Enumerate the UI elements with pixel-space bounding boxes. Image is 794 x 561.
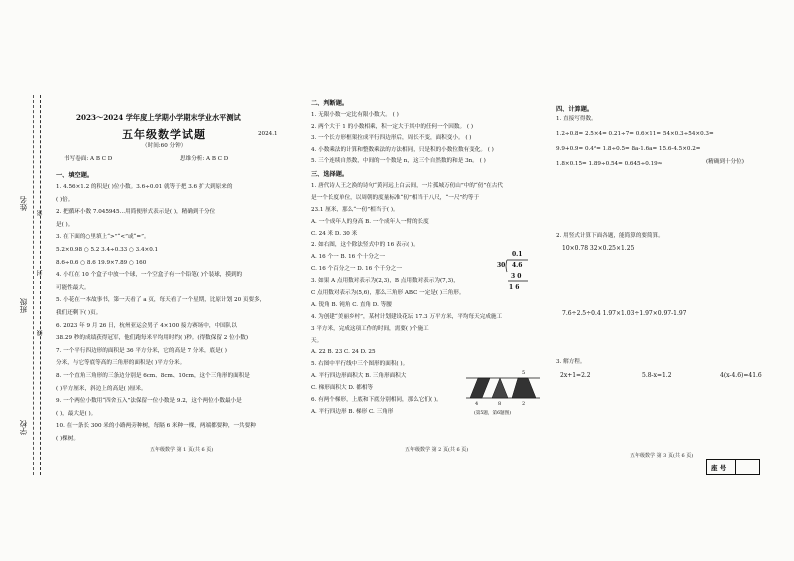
calc-row-1: 10×0.78 32×0.25×1.25 — [562, 245, 635, 252]
seal-feng: 封 — [37, 270, 44, 276]
choice-line: C. 24 米 D. 30 米 — [311, 230, 358, 237]
fill-blank-line: 8. 一个直角三角形的三条边分别是 6cm、8cm、10cm，这个三角形的面积是 — [56, 372, 250, 379]
division-step: 3 0 — [511, 273, 522, 280]
division-quotient: 0.1 — [512, 251, 523, 258]
seal-xian: 线 — [37, 330, 44, 336]
choice-line: C. 16 个百分之一 D. 16 个千分之一 — [311, 266, 402, 273]
choice-line: 4. 为创建“美丽乡村”，某村计划建设花坛 17.3 万平方米，平均每天完成施工 — [311, 313, 503, 320]
direct-write-line: 1.2÷0.8= 2.5×4= 0.21÷7= 0.6×11= 54×0.3÷54×0.3= — [556, 131, 714, 137]
writing-grade: 书写卷面: A B C D — [64, 156, 113, 162]
figure-caption: (第5题，第6题图) — [474, 411, 511, 416]
fill-blank-line: 5.2×0.98 ○ 5.2 3.4÷0.33 ○ 3.4×0.1 — [56, 246, 159, 253]
choice-line: 2. 如右图，这个除法竖式中的 16 表示( )。 — [311, 242, 419, 249]
fill-blank-line: 分米，与它等底等高的三角形的面积是( )平方分米。 — [56, 360, 186, 367]
subject-title: 五年级数学试题 — [122, 128, 206, 141]
equation-1: 2x+1=2.2 — [560, 372, 591, 379]
judge-line: 5. 三个连续自然数，中间的一个数是 n，这三个自然数的和是 3n。 ( ) — [311, 158, 486, 164]
fill-blank-line: ( )，最大是( )。 — [56, 410, 97, 417]
fill-blank-line: 10. 在一条长 300 米的小路两旁种树，每隔 6 米种一棵，两端都要种，一共要种 — [56, 423, 256, 430]
section-choice: 三、选择题。 — [311, 171, 349, 178]
judge-line: 4. 小数乘法的计算和整数乘法的方法相同，只是积的小数位数有变化。 ( ) — [311, 146, 494, 153]
choice-line: A. 一个成年人的身高 B. 一个成年人一臂的长度 — [311, 218, 429, 225]
figure-number-3: 2 — [522, 401, 526, 407]
judge-line: 3. 一个长方形框架拉成平行四边形后，周长不变，面积变小。 ( ) — [311, 135, 472, 141]
choice-line: C. 梯形面积大 D. 都相等 — [311, 385, 374, 392]
vertical-calc-heading: 2. 用竖式计算下面各题，能简算的要简算。 — [556, 233, 664, 239]
figure-number-2: 8 — [498, 401, 502, 407]
calc-row-2: 7.6÷2.5÷0.4 1.97×1.03÷1.97×0.97-1.97 — [562, 310, 687, 317]
fill-blank-line: 我们还剩下( )页。 — [56, 309, 102, 316]
figure-number-1: 4 — [475, 401, 479, 407]
fill-blank-line: 2. 把循环小数 7.045945…用简便形式表示是( )，精确到千分位 — [56, 209, 216, 216]
division-dividend: 4.6 — [512, 262, 523, 269]
fill-blank-line: 5. 小花在一本故事书，第一天看了 a 页，每天看了一个星期，比原计划 20 页要多， — [56, 297, 266, 304]
fill-blank-line: ( )棵树。 — [56, 435, 79, 442]
fill-blank-line: 9. 一个两位小数用“四舍五入”法保留一位小数是 9.2，这个两位小数最小是 — [56, 398, 242, 405]
page3-footer: 五年级数学 第 3 页(共 6 页) — [630, 453, 694, 459]
precision-note: (精确到十分位) — [706, 159, 744, 165]
choice-line: 6. 有两个梯形，上底和下底分别相同，那么它们( )。 — [311, 397, 442, 404]
school-label: 学校 — [19, 420, 28, 435]
seat-number-box[interactable] — [706, 459, 760, 475]
direct-write-heading: 1. 直接写得数。 — [556, 116, 597, 122]
choice-line: A. 平行四边形 B. 梯形 C. 三角形 — [311, 408, 394, 415]
exam-time: （时间:60 分钟） — [142, 143, 187, 149]
choice-line: A. 16 个一 B. 16 个十分之一 — [311, 254, 385, 261]
fill-blank-line: 38.29 秒的成绩获得冠军，他们跑每米平均用时约( )秒。(得数保留 2 位小数) — [56, 335, 249, 342]
exam-title: 2023～2024 学年度上学期小学期末学业水平测试 — [76, 113, 241, 122]
choice-line: 23.1 厘米，那么“一仞”相当于( )。 — [311, 206, 399, 213]
fill-blank-line: 7. 一个平行四边形的面积是 36 平方分米，它的高是 7 分米，底是( ) — [56, 347, 227, 354]
exam-date: 2024.1 — [258, 131, 278, 137]
choice-line: C 点用数对表示为(5,6)，那么三角形 ABC 一定是( )三角形。 — [311, 290, 465, 297]
page2-footer: 五年级数学 第 2 页(共 6 页) — [405, 447, 469, 453]
name-label: 姓名 — [19, 196, 28, 211]
seal-mi: 密 — [37, 210, 44, 216]
choice-line: 3. 如果 A 点用数对表示为(2,3)，B 点用数对表示为(7,3)， — [311, 278, 459, 285]
choice-line: 1. 唐代诗人王之涣的诗句“黄河远上白云间，一片孤城万仞山”中的“仞”在古代 — [311, 183, 503, 189]
fill-blank-line: ( )倍。 — [56, 196, 74, 203]
fill-blank-line: 8.6÷0.6 ○ 8.6 19.9×7.89 ○ 160 — [56, 259, 147, 266]
direct-write-problems — [556, 127, 786, 172]
equation-3: 4(x-4.6)=41.6 — [720, 372, 762, 379]
choice-line: 天。 — [311, 337, 323, 344]
fill-blank-line: 6. 2023 年 9 月 26 日，杭州亚运会男子 4×100 接力赛场中，中国队以 — [56, 322, 237, 329]
section-judge: 二、判断题。 — [311, 100, 349, 107]
section-fill-blank: 一、填空题。 — [56, 172, 94, 179]
equation-2: 5.8-x=1.2 — [642, 372, 672, 379]
class-label: 班级 — [19, 298, 28, 313]
fill-blank-line: 是( )。 — [56, 221, 74, 228]
division-divisor: 30 — [497, 262, 506, 269]
division-remainder: 1 6 — [509, 284, 520, 291]
direct-write-line: 1.8×0.15= 1.89÷0.54= 0.645÷0.19≈ — [556, 161, 663, 167]
fill-blank-line: 4. 小红在 10 个盒子中放一个球，一个空盒子有一个铅笔( )个装球，摸到的 — [56, 272, 243, 279]
fill-blank-line: 1. 4.56×1.2 的积是( )位小数。3.6÷0.01 就等于把 3.6 扩大到原来的 — [56, 184, 233, 190]
judge-line: 1. 无限小数一定比有限小数大。 ( ) — [311, 112, 399, 118]
equation-heading: 3. 解方程。 — [556, 359, 586, 365]
fill-blank-line: ( )平方厘米，斜边上的高是( )厘米。 — [56, 385, 147, 392]
direct-write-line: 9.9+0.9= 0.4²= 1.8÷0.5= 8a-1.6a= 15.6-4.5×0.2= — [556, 146, 701, 152]
fill-blank-line: 可能性最大。 — [56, 284, 90, 291]
choice-line: 是一个长度单位，以周朝的度量标准“仞”相当于八尺，“一尺”约等于 — [311, 194, 480, 201]
section-calc: 四、计算题。 — [556, 106, 594, 113]
judge-line: 2. 两个大于 1 的小数相乘，积一定大于其中的任何一个因数。 ( ) — [311, 123, 473, 130]
choice-line: 3 平方米，完成这项工作的时间，需要( )个施工 — [311, 325, 429, 332]
figure-number-4: 5 — [522, 370, 526, 376]
seat-number-label: 座 号 — [711, 464, 727, 472]
choice-line: 5. 右图中平行线中三个图形的面积( )。 — [311, 361, 409, 368]
choice-line: A. 平行四边形面积大 B. 三角形面积大 — [311, 373, 407, 380]
choice-line: A. 22 B. 23 C. 24 D. 25 — [311, 349, 376, 356]
choice-line: A. 锐角 B. 钝角 C. 直角 D. 等腰 — [311, 301, 392, 308]
page1-footer: 五年级数学 第 1 页(共 6 页) — [150, 447, 214, 453]
fill-blank-line: 3. 在下面的○里填上“>”“<”或“=”。 — [56, 234, 150, 241]
thinking-grade: 思维分析: A B C D — [180, 156, 229, 162]
